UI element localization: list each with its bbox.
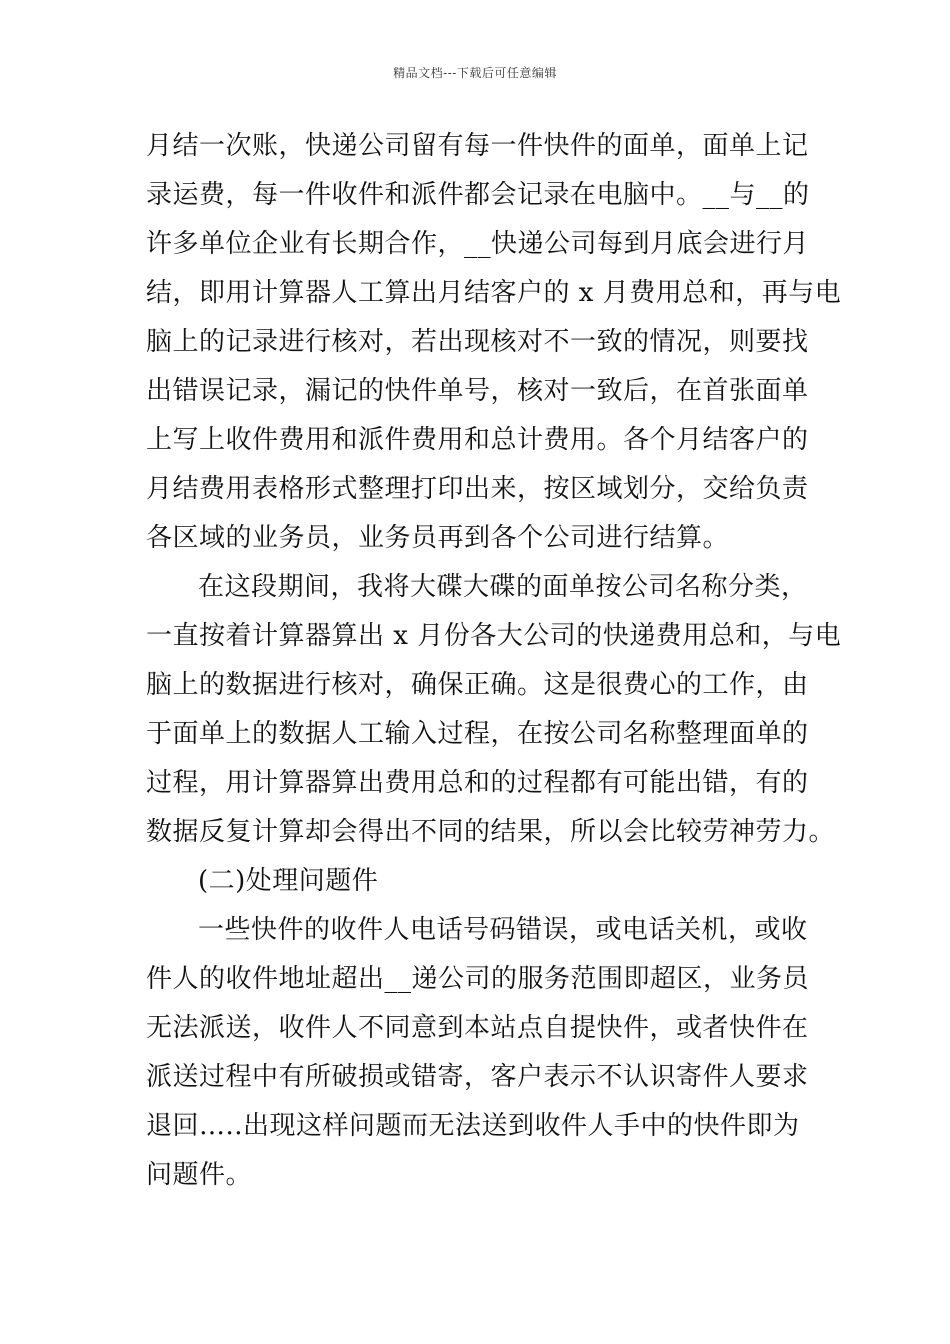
text-line: 上写上收件费用和派件费用和总计费用。各个月结客户的 (146, 425, 809, 455)
section-heading: (二)处理问题件 (198, 866, 379, 896)
text-line: 件人的收件地址超出__递公司的服务范围即超区，业务员 (146, 964, 810, 994)
text-line: 月结费用表格形式整理打印出来，按区域划分，交给负责 (146, 474, 809, 504)
text-line: 过程，用计算器算出费用总和的过程都有可能出错，有的 (146, 768, 809, 798)
text-line: 出错误记录，漏记的快件单号，核对一致后，在首张面单 (146, 376, 809, 406)
text-line: 脑上的数据进行核对，确保正确。这是很费心的工作，由 (146, 670, 809, 700)
text-line: 问题件。 (146, 1160, 253, 1190)
text-line: 各区域的业务员，业务员再到各个公司进行结算。 (146, 523, 730, 553)
text-line: 派送过程中有所破损或错寄，客户表示不认识寄件人要求 (146, 1062, 809, 1092)
text-line: 录运费，每一件收件和派件都会记录在电脑中。__与__的 (146, 180, 810, 210)
text-line: 结，即用计算器人工算出月结客户的 x 月费用总和，再与电 (146, 278, 842, 308)
text-line: 无法派送，收件人不同意到本站点自提快件，或者快件在 (146, 1013, 809, 1043)
text-line: 数据反复计算却会得出不同的结果，所以会比较劳神劳力。 (146, 817, 836, 847)
text-line: 脑上的记录进行核对，若出现核对不一致的情况，则要找 (146, 327, 809, 357)
paragraph-start-line: 在这段期间，我将大碟大碟的面单按公司名称分类， (198, 572, 808, 602)
paragraph-start-line: 一些快件的收件人电话号码错误，或电话关机，或收 (198, 915, 808, 945)
text-line: 退回…..出现这样问题而无法送到收件人手中的快件即为 (146, 1111, 800, 1141)
text-line: 一直按着计算器算出 x 月份各大公司的快递费用总和，与电 (146, 621, 842, 651)
text-line: 许多单位企业有长期合作，__快递公司每到月底会进行月 (146, 229, 810, 259)
page-header: 精品文档---下载后可任意编辑 (393, 66, 557, 80)
text-line: 于面单上的数据人工输入过程，在按公司名称整理面单的 (146, 719, 809, 749)
document-body (146, 122, 842, 1200)
text-line: 月结一次账，快递公司留有每一件快件的面单，面单上记 (146, 131, 809, 161)
